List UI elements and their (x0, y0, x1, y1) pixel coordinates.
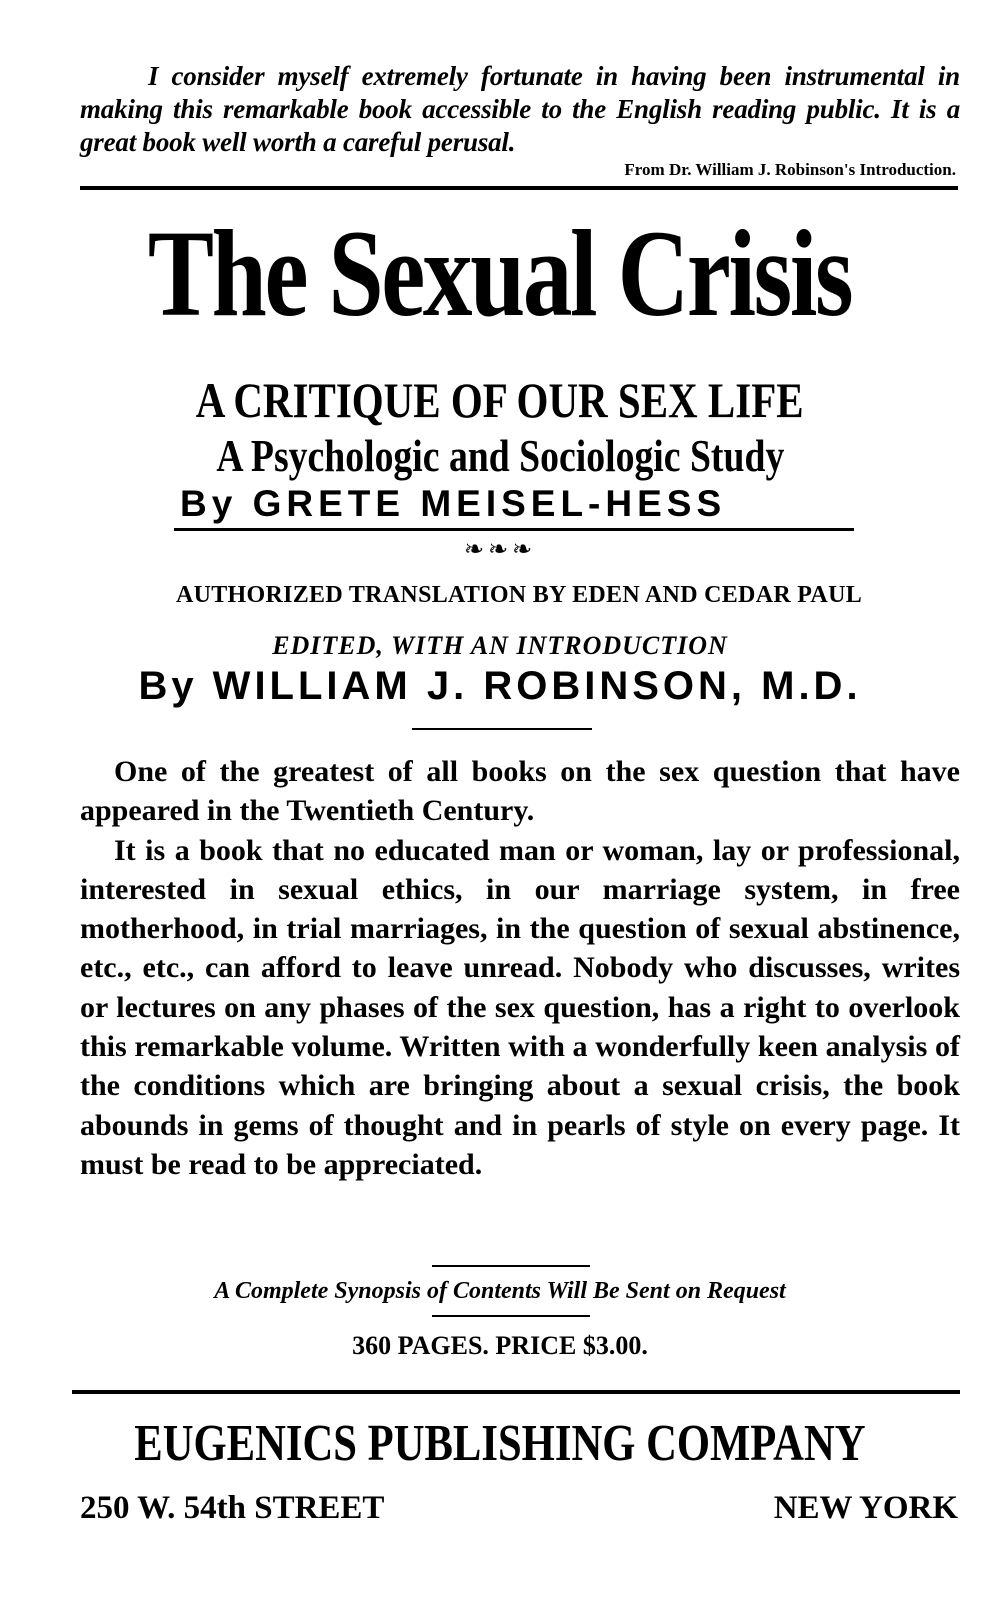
book-subtitle-critique (0, 372, 1000, 428)
book-author: By GRETE MEISEL-HESS (180, 483, 727, 524)
bottom-divider (72, 1390, 960, 1394)
subtitle-critique-text: A CRITIQUE OF OUR SEX LIFE (196, 372, 804, 428)
top-divider (80, 186, 958, 190)
publisher-city: NEW YORK (773, 1490, 958, 1526)
translation-credit: AUTHORIZED TRANSLATION BY EDEN AND CEDAR PAUL (175, 582, 863, 608)
ornament-icon: ❧❧❧ (463, 535, 537, 563)
publisher-name-text: EUGENICS PUBLISHING COMPANY (134, 1415, 866, 1472)
short-divider-1 (412, 728, 592, 730)
book-title-text: The Sexual Crisis (148, 205, 852, 342)
short-divider-3 (432, 1315, 590, 1317)
publisher-street: 250 W. 54th STREET (80, 1490, 385, 1526)
description-body (80, 752, 960, 1184)
subtitle-study-text: A Psychologic and Sociologic Study (216, 430, 784, 481)
pages-and-price: 360 PAGES. PRICE $3.00. (352, 1331, 648, 1360)
author-divider (174, 528, 854, 531)
publisher-name (0, 1414, 1000, 1474)
synopsis-notice: A Complete Synopsis of Contents Will Be Sent on Request (214, 1278, 786, 1304)
edited-credit: EDITED, WITH AN INTRODUCTION (272, 631, 728, 660)
book-subtitle-study (0, 430, 1000, 482)
short-divider-2 (432, 1265, 590, 1267)
book-title (0, 204, 1000, 344)
description-paragraph-1: One of the greatest of all books on the sex question that have appeared in the Twentieth Century. (80, 755, 960, 828)
quote-attribution: From Dr. William J. Robinson's Introduction. (624, 160, 956, 179)
description-paragraph-2: It is a book that no educated man or woman, lay or professional, interested in sexual ethics, in our marriage system, in free motherhood, in trial marriages, in the question of sexual abstinence, etc., etc., can afford to leave unread. Nobody who discusses, writes or lectures on any phases of the sex question, has a right to overlook this remarkable volume. Written with a wonderfully keen analysis of the conditions which are bringing about a sexual crisis, the book abounds in gems of thought and in pearls of style on every page. It must be read to be appreciated. (80, 833, 960, 1181)
editor-credit: By WILLIAM J. ROBINSON, M.D. (138, 664, 862, 708)
endorsement-quote: I consider myself extremely fortunate in having been instrumental in making this remarkable book accessible to the English reading public. It is a great book well worth a careful perusal. (80, 61, 960, 157)
